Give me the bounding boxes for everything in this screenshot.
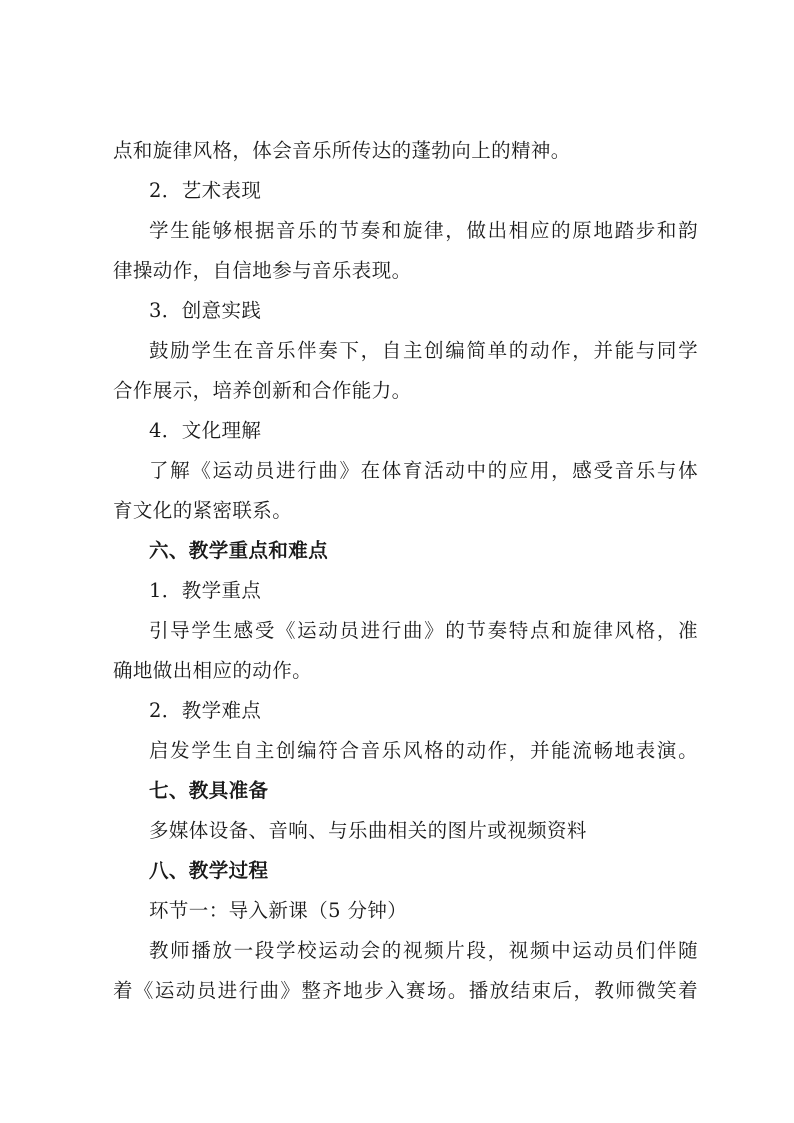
subheading-artistic-expression: 2．艺术表现 (149, 179, 262, 202)
paragraph-line: 教师播放一段学校运动会的视频片段，视频中运动员们伴随 (149, 939, 698, 962)
paragraph-line: 育文化的紧密联系。 (113, 499, 293, 522)
paragraph-line: 律操动作，自信地参与音乐表现。 (113, 259, 412, 282)
paragraph-line: 启发学生自主创编符合音乐风格的动作，并能流畅地表演。 (149, 739, 698, 762)
subheading-cultural-understanding: 4．文化理解 (149, 419, 262, 442)
section-heading-teaching-aids: 七、教具准备 (149, 779, 269, 802)
paragraph-line: 了解《运动员进行曲》在体育活动中的应用，感受音乐与体 (149, 459, 698, 482)
paragraph-line: 多媒体设备、音响、与乐曲相关的图片或视频资料 (149, 819, 587, 842)
paragraph-line: 鼓励学生在音乐伴奏下，自主创编简单的动作，并能与同学 (149, 339, 698, 362)
paragraph-line: 点和旋律风格，体会音乐所传达的蓬勃向上的精神。 (113, 139, 571, 162)
paragraph-line: 合作展示，培养创新和合作能力。 (113, 379, 412, 402)
paragraph-line: 引导学生感受《运动员进行曲》的节奏特点和旋律风格，准 (149, 619, 698, 642)
subheading-step-one: 环节一：导入新课（5 分钟） (149, 899, 408, 922)
section-heading-teaching-process: 八、教学过程 (149, 859, 269, 882)
paragraph-line: 着《运动员进行曲》整齐地步入赛场。播放结束后，教师微笑着 (113, 979, 698, 1002)
paragraph-line: 确地做出相应的动作。 (113, 659, 313, 682)
subheading-teaching-focus: 1．教学重点 (149, 579, 262, 602)
paragraph-line: 学生能够根据音乐的节奏和旋律，做出相应的原地踏步和韵 (149, 219, 698, 242)
section-heading-key-points: 六、教学重点和难点 (149, 539, 329, 562)
subheading-teaching-difficulty: 2．教学难点 (149, 699, 262, 722)
subheading-creative-practice: 3．创意实践 (149, 299, 262, 322)
